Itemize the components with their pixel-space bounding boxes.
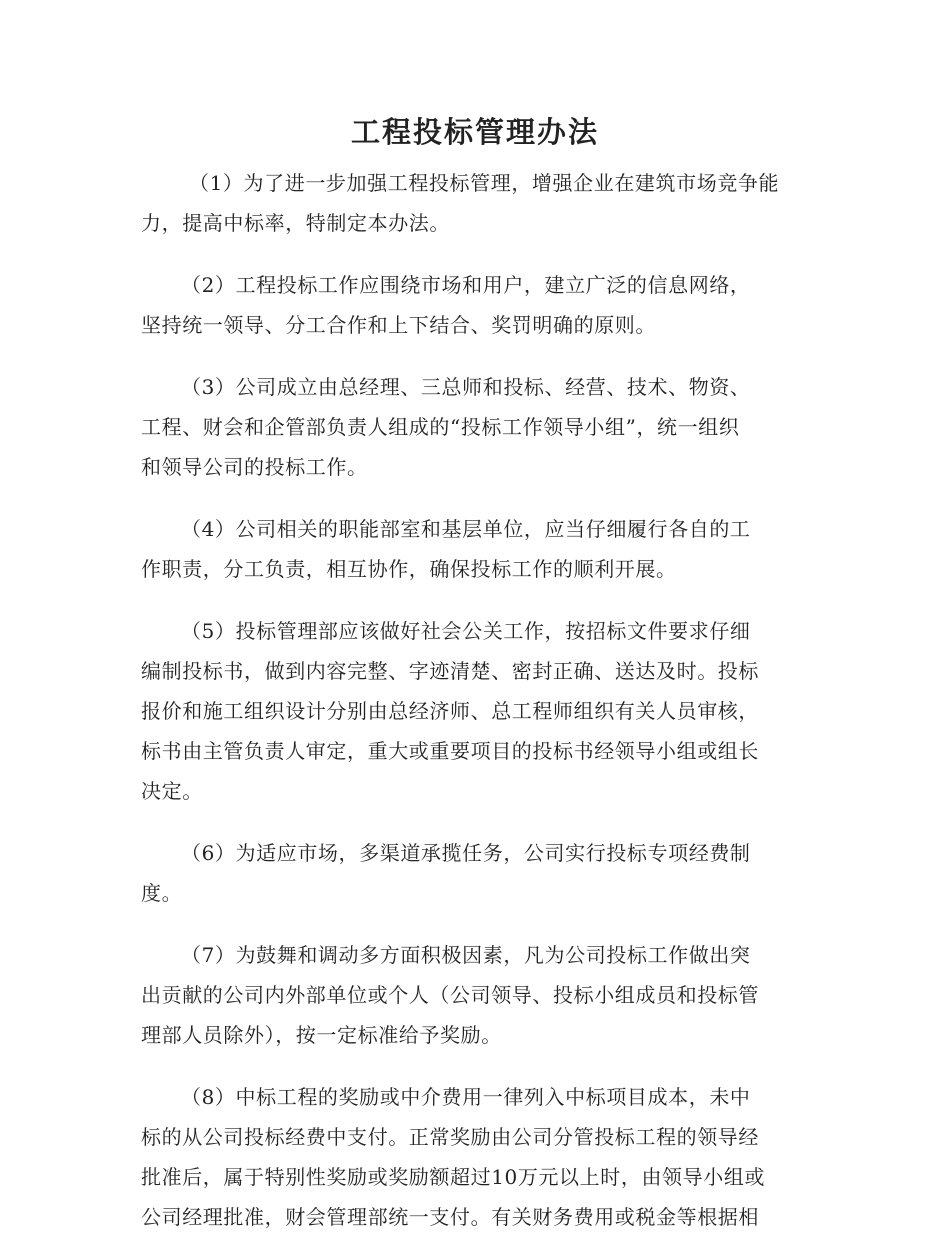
paragraph-line: （7）为鼓舞和调动多方面积极因素，凡为公司投标工作做出突 [181, 943, 751, 967]
paragraph-line: （8）中标工程的奖励或中介费用一律列入中标项目成本，未中 [181, 1085, 751, 1109]
paragraph-line: 报价和施工组织设计分别由总经济师、总工程师组织有关人员审核， [141, 699, 759, 723]
paragraph-line: 批准后，属于特别性奖励或奖励额超过10万元以上时，由领导小组或 [141, 1165, 766, 1189]
paragraph-line: （6）为适应市场，多渠道承揽任务，公司实行投标专项经费制 [181, 841, 751, 865]
paragraph-line: （5）投标管理部应该做好社会公关工作，按招标文件要求仔细 [181, 619, 751, 643]
paragraph-5 [141, 611, 811, 811]
paragraph-line: （2）工程投标工作应围绕市场和用户，建立广泛的信息网络， [181, 273, 751, 297]
paragraph-3 [141, 367, 811, 487]
paragraph-line: （1）为了进一步加强工程投标管理，增强企业在建筑市场竞争能 [189, 171, 780, 195]
document-title: 工程投标管理办法 [350, 115, 599, 149]
paragraph-line: 出贡献的公司内外部单位或个人（公司领导、投标小组成员和投标管 [141, 983, 759, 1007]
paragraph-line: 标的从公司投标经费中支付。正常奖励由公司分管投标工程的领导经 [141, 1125, 759, 1149]
paragraph-line: （4）公司相关的职能部室和基层单位，应当仔细履行各自的工 [181, 517, 751, 541]
paragraph-1 [141, 163, 811, 243]
paragraph-line: 作职责，分工负责，相互协作，确保投标工作的顺利开展。 [141, 557, 677, 581]
paragraph-line: 力，提高中标率，特制定本办法。 [141, 211, 450, 235]
paragraph-line: 工程、财会和企管部负责人组成的“投标工作领导小组”，统一组织 [141, 415, 740, 439]
paragraph-line: （3）公司成立由总经理、三总师和投标、经营、技术、物资、 [181, 375, 751, 399]
paragraph-line: 编制投标书，做到内容完整、字迹清楚、密封正确、送达及时。投标 [141, 659, 759, 683]
paragraph-line: 坚持统一领导、分工合作和上下结合、奖罚明确的原则。 [141, 313, 656, 337]
paragraph-2 [141, 265, 811, 345]
paragraph-8 [141, 1077, 811, 1237]
paragraph-line: 决定。 [141, 779, 203, 803]
paragraph-line: 理部人员除外），按一定标准给予奖励。 [141, 1023, 502, 1047]
paragraph-line: 度。 [141, 881, 183, 905]
paragraph-line: 标书由主管负责人审定，重大或重要项目的投标书经领导小组或组长 [141, 739, 759, 763]
paragraph-6 [141, 833, 811, 913]
paragraph-line: 公司经理批准，财会管理部统一支付。有关财务费用或税金等根据相 [141, 1205, 759, 1229]
document-body [141, 163, 811, 1259]
paragraph-line: 和领导公司的投标工作。 [141, 455, 368, 479]
paragraph-4 [141, 509, 811, 589]
paragraph-7 [141, 935, 811, 1055]
